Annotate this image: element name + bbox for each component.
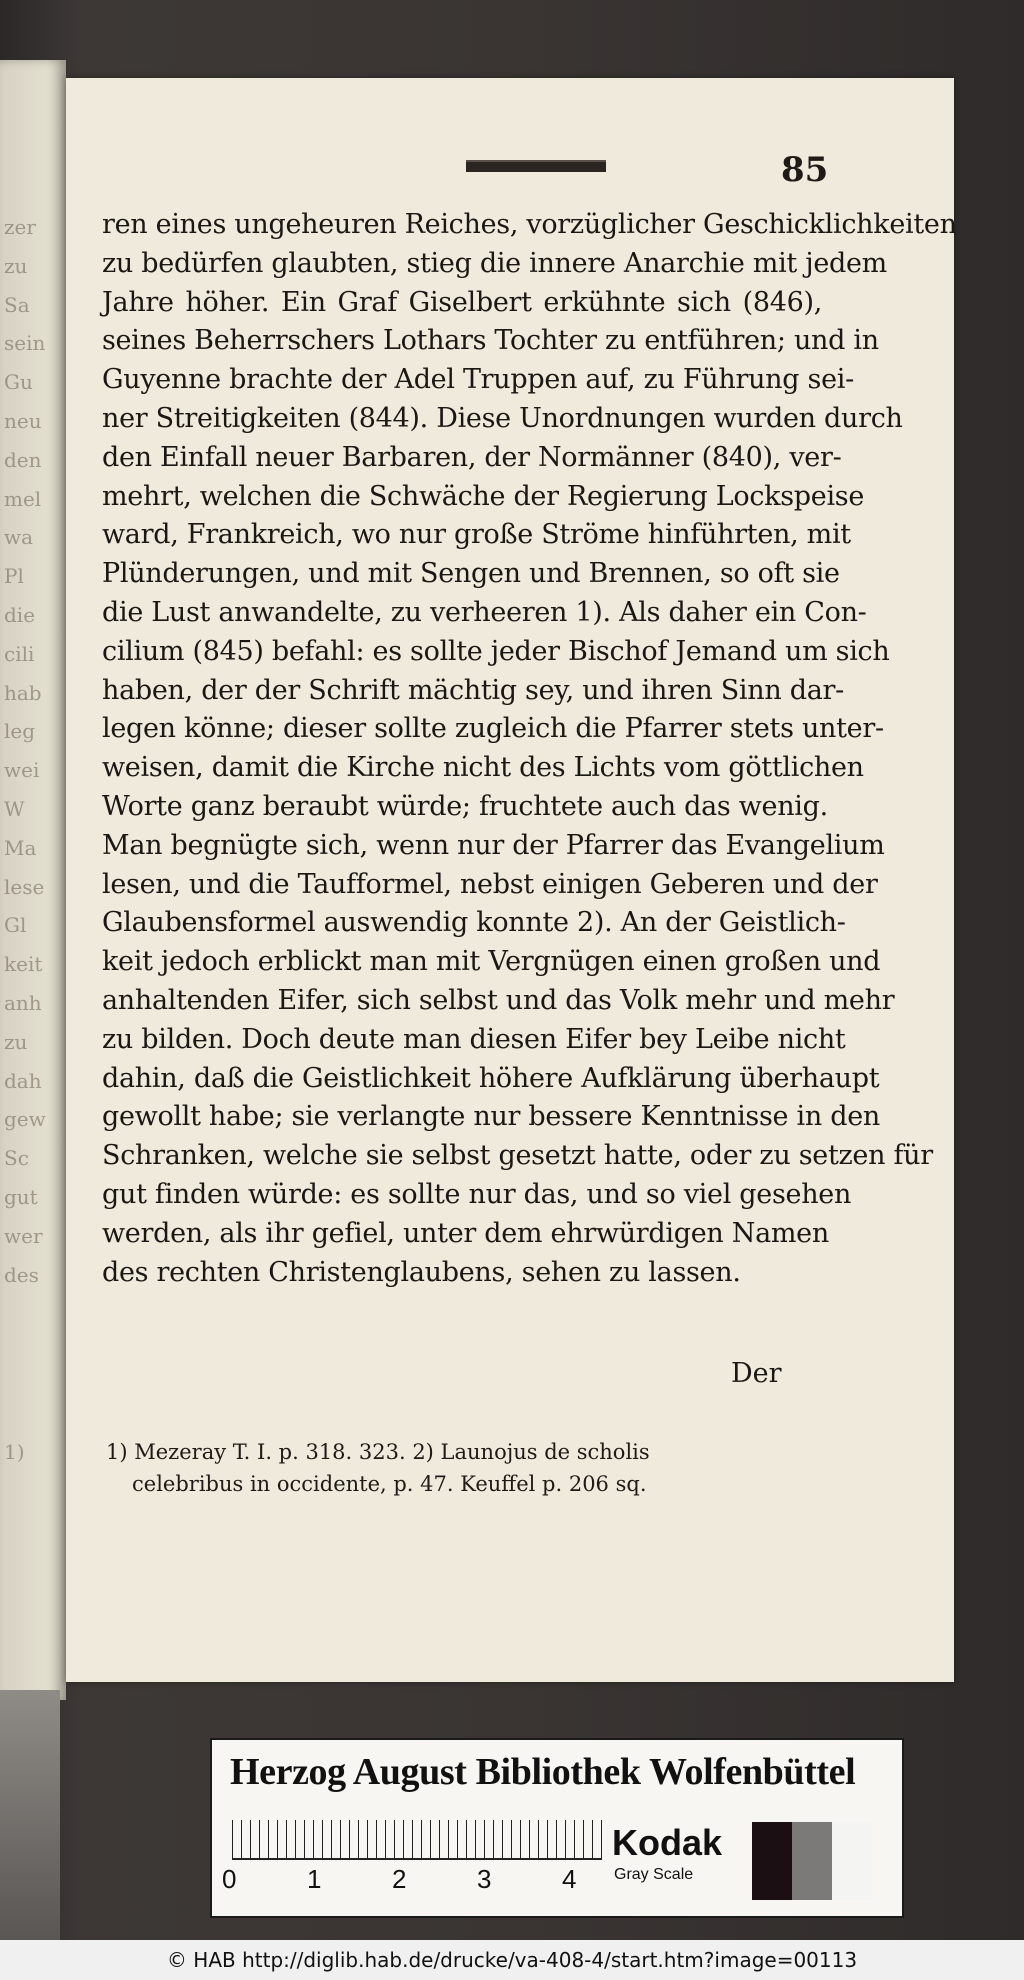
text-line: seines Beherrschers Lothars Tochter zu entführen; und in <box>102 325 879 357</box>
left-page-fragment: des <box>4 1262 39 1287</box>
book-page <box>66 78 957 1682</box>
left-page-fragment: zer <box>4 215 36 239</box>
text-line: gut finden würde: es sollte nur das, und so viel gesehen <box>102 1178 852 1210</box>
text-line: cilium (845) befahl: es sollte jeder Bischof Jemand um sich <box>102 635 890 667</box>
ruler-number: 0 <box>222 1864 237 1894</box>
catchword: Der <box>731 1358 782 1389</box>
text-line: Schranken, welche sie selbst gesetzt hatte, oder zu setzen für <box>102 1140 933 1172</box>
copyright-footer: © HAB http://diglib.hab.de/drucke/va-408-4/start.htm?image=00113 <box>0 1940 1024 1980</box>
left-page-fragment: lese <box>4 874 45 899</box>
text-line: weisen, damit die Kirche nicht des Lichts vom göttlichen <box>102 752 864 784</box>
left-page-fragment: zu <box>4 1029 28 1054</box>
left-page-fragment: keit <box>4 952 43 977</box>
left-page-fragment: 1) <box>4 1440 25 1464</box>
left-page-fragment: cili <box>4 641 35 666</box>
text-line: ward, Frankreich, wo nur große Ströme hinführten, mit <box>102 519 851 551</box>
left-page-fold <box>0 1690 60 1940</box>
text-line: Jahre höher. Ein Graf Giselbert erkühnte sich (846), <box>102 286 822 318</box>
gray-swatch-dark <box>752 1822 792 1900</box>
left-page-fragment: dah <box>4 1068 42 1093</box>
left-page-fragment: Gl <box>4 913 27 938</box>
text-line: Plünderungen, und mit Sengen und Brennen, so oft sie <box>102 558 840 590</box>
text-line: werden, als ihr gefiel, unter dem ehrwürdigen Namen <box>102 1217 829 1249</box>
page-number: 85 <box>781 150 829 190</box>
text-line: zu bilden. Doch deute man diesen Eifer bey Leibe nicht <box>102 1023 846 1055</box>
footnotes <box>106 1436 826 1500</box>
text-line: zu bedürfen glaubten, stieg die innere Anarchie mit jedem <box>102 247 887 279</box>
header-rule <box>466 160 606 172</box>
text-line: haben, der der Schrift mächtig sey, und ihren Sinn dar- <box>102 674 844 706</box>
gray-scale-label: Gray Scale <box>614 1866 694 1883</box>
text-line: mehrt, welchen die Schwäche der Regierung Lockspeise <box>102 480 865 512</box>
left-page-fragment: neu <box>4 409 42 433</box>
kodak-brand: Kodak <box>612 1822 723 1863</box>
left-page-fragment: wei <box>4 758 40 783</box>
ruler-number: 2 <box>392 1864 407 1894</box>
text-line: Glaubensformel auswendig konnte 2). An der Geistlich- <box>102 907 846 939</box>
text-line: die Lust anwandelte, zu verheeren 1). Als daher ein Con- <box>102 596 867 628</box>
ruler-baseline <box>232 1858 602 1860</box>
left-page-fragment: gut <box>4 1185 38 1209</box>
left-page-fragment: Gu <box>4 370 33 395</box>
color-target-card <box>210 1738 904 1918</box>
left-page-fragment: Pl <box>4 564 24 589</box>
text-line: lesen, und die Taufformel, nebst einigen Geberen und der <box>102 868 878 900</box>
text-line: dahin, daß die Geistlichkeit höhere Aufklärung überhaupt <box>102 1062 880 1094</box>
text-line: des rechten Christenglaubens, sehen zu lassen. <box>102 1256 741 1288</box>
text-line: ren eines ungeheuren Reiches, vorzüglicher Geschicklichkeiten <box>102 209 957 240</box>
text-line: Man begnügte sich, wenn nur der Pfarrer das Evangelium <box>102 829 885 861</box>
left-page-edge <box>0 60 66 1700</box>
footnote-line: celebribus in occidente, p. 47. Keuffel p. 206 sq. <box>132 1472 647 1496</box>
text-line: gewollt habe; sie verlangte nur bessere Kenntnisse in den <box>102 1101 880 1133</box>
footnote-line: 1) Mezeray T. I. p. 318. 323. 2) Launojus de scholis <box>106 1440 650 1464</box>
left-page-fragment: Sa <box>4 292 30 317</box>
ruler-ticks <box>232 1820 602 1858</box>
text-line: Guyenne brachte der Adel Truppen auf, zu Führung sei- <box>102 364 854 396</box>
left-page-fragment: wer <box>4 1223 43 1248</box>
left-page-fragment: gew <box>4 1107 46 1132</box>
left-page-fragment: mel <box>4 486 42 511</box>
left-page-fragment: den <box>4 447 42 472</box>
text-line: legen könne; dieser sollte zugleich die Pfarrer stets unter- <box>102 713 884 745</box>
library-title: Herzog August Bibliothek Wolfenbüttel <box>230 1751 856 1793</box>
left-page-fragment: anh <box>4 991 42 1015</box>
ruler-number: 1 <box>307 1864 322 1894</box>
ruler-number: 3 <box>477 1864 492 1894</box>
text-line: den Einfall neuer Barbaren, der Normänner (840), ver- <box>102 441 842 473</box>
text-line: ner Streitigkeiten (844). Diese Unordnungen wurden durch <box>102 402 903 434</box>
gray-swatch-light <box>832 1822 872 1900</box>
left-page-fragment: hab <box>4 680 42 705</box>
left-page-fragment: die <box>4 603 36 627</box>
left-page-fragment: Ma <box>4 835 37 860</box>
body-text <box>102 206 957 1292</box>
gray-swatch-mid <box>792 1822 832 1900</box>
left-page-fragment: wa <box>4 525 34 550</box>
left-page-fragment: Sc <box>4 1146 29 1171</box>
left-page-fragment: sein <box>4 331 46 356</box>
text-line: keit jedoch erblickt man mit Vergnügen einen großen und <box>102 946 881 978</box>
text-line: anhaltenden Eifer, sich selbst und das Volk mehr und mehr <box>102 984 895 1016</box>
left-page-fragment: W <box>4 797 25 821</box>
measurement-ruler <box>232 1820 602 1860</box>
text-line: Worte ganz beraubt würde; fruchtete auch das wenig. <box>102 790 828 822</box>
ruler-number: 4 <box>562 1864 577 1894</box>
left-page-fragment: zu <box>4 253 28 278</box>
left-page-fragment: leg <box>4 719 36 744</box>
